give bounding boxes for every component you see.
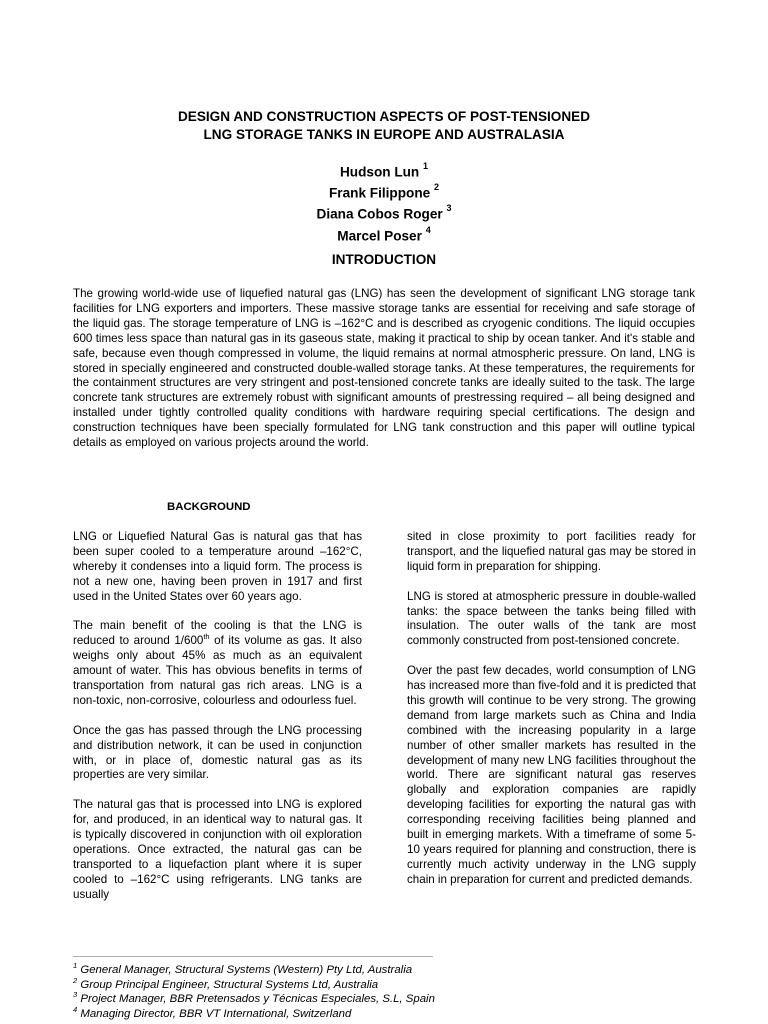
author (0, 224, 768, 245)
author-name: Frank Filippone (329, 185, 431, 201)
title-line-2: LNG STORAGE TANKS IN EUROPE AND AUSTRALASIA (203, 127, 565, 142)
footnote: $^1$ General Manager, Structural Systems (Western) Pty Ltd, Australia (73, 961, 413, 976)
paragraph: Over the past few decades, world consumption of LNG has increased more than five-fold and it is predicted that this growth will continue to be very strong. The growing demand from large markets such as China and India combined with the increasing popularity in a large number of other smaller markets has resulted in the development of many new LNG facilities throughout the world. There are significant natural gas reserves globally and exploration companies are rapidly developing facilities for exporting the natural gas with corresponding receiving facilities being planned and built in emerging markets. With a timeframe of some 5-10 years required for planning and construction, there is currently much activity underway in the LNG supply chain in preparation for current and predicted demands. (407, 664, 696, 886)
introduction-paragraph: The growing world-wide use of liquefied natural gas (LNG) has seen the development of significant LNG storage tank facilities for LNG exporters and importers. These massive storage tanks are essential for receiving and safe storage of the liquid gas. The storage temperature of LNG is –162°C and is described as cryogenic conditions. The liquid occupies 600 times less space than natural gas in its gaseous state, making it practical to ship by ocean tanker. And it's stable and safe, because even though compressed in volume, the liquid remains at normal atmospheric pressure. On land, LNG is stored in specially engineered and constructed double-walled storage tanks. At these temperatures, the requirements for the containment structures are very stringent and post-tensioned concrete tanks are ideally suited to the task. The large concrete tank structures are extremely robust with significant amounts of prestressing required – all being designed and installed under tightly controlled quality conditions with hardware requiring special certifications. The design and construction techniques have been specially formulated for LNG tank construction and this paper will outline typical details as employed on various projects around the world. (73, 287, 695, 450)
footnote: $^2$ Group Principal Engineer, Structural Systems Ltd, Australia (73, 975, 379, 991)
author-name: Marcel Poser (337, 228, 422, 244)
paragraph: LNG is stored at atmospheric pressure in double-walled tanks: the space between the tanks being filled with insulation. The outer walls of the tank are most commonly constructed from post-tensioned concrete. (407, 589, 696, 648)
paragraph: Once the gas has passed through the LNG processing and distribution network, it can be used in conjunction with, or in place of, domestic natural gas as its properties are very similar. (73, 723, 362, 782)
introduction-heading: INTRODUCTION (331, 252, 437, 267)
background-right-column (407, 530, 696, 903)
background-heading: BACKGROUND (167, 501, 251, 513)
footnote-divider (73, 956, 433, 957)
author-name: Hudson Lun (339, 164, 420, 180)
author-footnote-mark: 4 (425, 224, 431, 235)
paper-title (0, 108, 768, 144)
author-list (0, 160, 768, 245)
background-left-column (73, 530, 362, 918)
title-line-1: DESIGN AND CONSTRUCTION ASPECTS OF POST-TENSIONED (177, 109, 591, 124)
author-footnote-mark: 1 (423, 161, 429, 171)
paragraph: LNG or Liquefied Natural Gas is natural gas that has been super cooled to a temperature around –162°C, whereby it condenses into a liquid form. The process is not a new one, having been proven in 1917 and first used in the United States over 60 years ago. (73, 530, 362, 603)
author (0, 202, 768, 223)
footnote: $^3$ Project Manager, BBR Pretensados y Técnicas Especiales, S.L, Spain (73, 990, 435, 1006)
paragraph: The natural gas that is processed into LNG is explored for, and produced, in an identical way to natural gas. It is typically discovered in conjunction with oil exploration operations. Once extracted, the natural gas can be transported to a liquefaction plant where it is super cooled to –162°C using refrigerants. LNG tanks are usually (73, 798, 362, 901)
paragraph: The main benefit of the cooling is that the LNG is reduced to around 1/600th of its volume as gas. It also weighs only about 45% as much as an equivalent amount of water. This has obvious benefits in terms of transportation from natural gas rich areas. LNG is a non-toxic, non-corrosive, colourless and odourless fuel. (73, 619, 362, 707)
author-footnote-mark: 2 (433, 182, 439, 193)
paragraph: sited in close proximity to port facilities ready for transport, and the liquefied natural gas may be stored in liquid form in preparation for shipping. (407, 530, 696, 573)
author (0, 160, 768, 181)
author (0, 181, 768, 202)
footnotes (73, 963, 693, 1021)
author-footnote-mark: 3 (446, 203, 452, 214)
author-name: Diana Cobos Roger (316, 207, 443, 222)
footnote: $^4$ Managing Director, BBR VT International, Switzerland (73, 1004, 352, 1020)
